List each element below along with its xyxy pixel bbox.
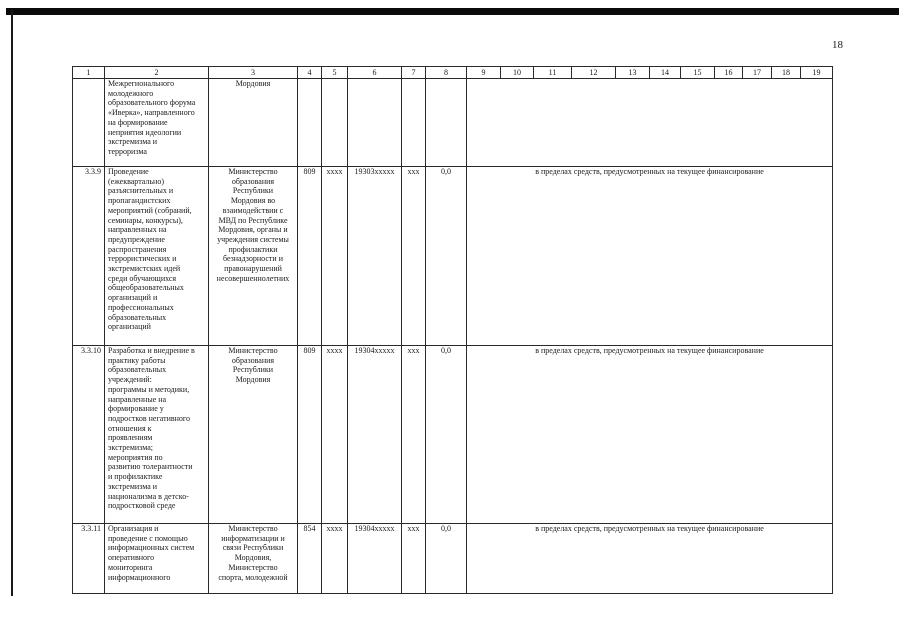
measure-name-line: экстремизма; xyxy=(108,443,153,453)
measure-executor-line: образования xyxy=(231,355,275,365)
expense-type-code xyxy=(402,79,426,167)
measure-name-line: информационных систем xyxy=(108,543,195,553)
measure-name-line: организаций xyxy=(108,322,151,332)
measure-name-line: подростков негативного xyxy=(108,413,190,423)
total-amount: 0,0 xyxy=(426,524,467,594)
funding-note: в пределах средств, предусмотренных на текущее финансирование xyxy=(467,167,833,346)
measure-name-line: Разработка и внедрение в xyxy=(108,346,195,355)
measure-name-line: экстремизма и xyxy=(108,137,158,147)
measure-name-line: практику работы xyxy=(108,355,166,365)
measure-executor-line: правонарушений xyxy=(224,264,282,274)
measure-executor xyxy=(209,79,298,167)
measure-executor xyxy=(209,346,298,524)
measure-name-line: пропагандистских xyxy=(108,196,171,206)
measure-name-line: Межрегионального xyxy=(108,79,175,88)
measure-executor-line: Министерство xyxy=(228,346,278,355)
column-number-2: 2 xyxy=(105,67,209,79)
measure-executor-line: Министерство xyxy=(228,167,278,176)
column-number-15: 15 xyxy=(681,67,715,79)
scan-top-border xyxy=(6,8,899,15)
measure-name-line: террористических и xyxy=(108,254,177,264)
column-number-6: 6 xyxy=(348,67,402,79)
column-number-14: 14 xyxy=(650,67,681,79)
measure-executor-line: образования xyxy=(231,176,275,186)
program-measures-table xyxy=(72,66,833,594)
expense-type-code: xxx xyxy=(402,346,426,524)
measure-executor-line: Республики xyxy=(232,186,274,196)
column-number-1: 1 xyxy=(73,67,105,79)
ministry-code: 854 xyxy=(298,524,322,594)
measure-name xyxy=(105,79,209,167)
column-number-3: 3 xyxy=(209,67,298,79)
measure-executor-line: профилактики xyxy=(228,244,278,254)
column-number-row xyxy=(73,67,833,79)
measure-name xyxy=(105,167,209,346)
funding-note: в пределах средств, предусмотренных на текущее финансирование xyxy=(467,346,833,524)
target-article-code: 19303xxxxx xyxy=(348,167,402,346)
funding-note xyxy=(467,79,833,167)
measure-name-line: проведение с помощью xyxy=(108,533,188,543)
measure-name-line: мероприятия по xyxy=(108,452,163,462)
measure-name-line: формирование у xyxy=(108,404,164,414)
column-number-10: 10 xyxy=(501,67,534,79)
target-article-code: 19304xxxxx xyxy=(348,524,402,594)
measure-name-line: молодежного xyxy=(108,88,154,98)
measure-executor-line: информатизации и xyxy=(221,533,285,543)
ministry-code: 809 xyxy=(298,346,322,524)
measure-name-line: экстремизма и xyxy=(108,481,158,491)
measure-name-line: развитию толерантности xyxy=(108,462,193,472)
measure-code: 3.3.10 xyxy=(73,346,105,524)
column-number-16: 16 xyxy=(715,67,743,79)
measure-executor-line: Республики xyxy=(232,365,274,375)
table-row xyxy=(73,167,833,346)
measure-executor-line: Мордовия xyxy=(235,79,271,88)
ministry-code xyxy=(298,79,322,167)
measure-name-line: образовательных xyxy=(108,312,167,322)
column-number-13: 13 xyxy=(616,67,650,79)
measure-name-line: семинары, конкурсы), xyxy=(108,215,183,225)
measure-executor-line: Мордовия xyxy=(235,375,271,385)
measure-name-line: общеобразовательных xyxy=(108,283,184,293)
column-number-4: 4 xyxy=(298,67,322,79)
measure-executor-line: Мордовия, xyxy=(234,553,272,563)
measure-name-line: направленные на xyxy=(108,394,167,404)
section-code xyxy=(322,79,348,167)
measure-name-line: Проведение xyxy=(108,167,149,176)
measure-name-line: мониторинга xyxy=(108,562,153,572)
measure-executor-line: Министерство xyxy=(228,524,278,533)
column-number-12: 12 xyxy=(572,67,616,79)
measure-executor-line: Мордовия во xyxy=(230,196,276,206)
measure-name-line: подростковой среде xyxy=(108,501,176,511)
measure-executor-line: Министерство xyxy=(228,562,278,572)
section-code: xxxx xyxy=(322,524,348,594)
measure-name-line: «Иверка», направленного xyxy=(108,108,195,118)
measure-code xyxy=(73,79,105,167)
total-amount xyxy=(426,79,467,167)
measure-name-line: на формирование xyxy=(108,117,168,127)
measure-executor-line: спорта, молодежной xyxy=(218,572,288,582)
column-number-17: 17 xyxy=(743,67,772,79)
measure-executor-line: несовершеннолетних xyxy=(216,273,290,283)
measure-name-line: программы и методики, xyxy=(108,384,190,394)
measure-name-line: образовательных xyxy=(108,365,167,375)
section-code: xxxx xyxy=(322,346,348,524)
column-number-9: 9 xyxy=(467,67,501,79)
measure-code: 3.3.11 xyxy=(73,524,105,594)
measure-name-line: (ежеквартально) xyxy=(108,176,164,186)
measure-name-line: образовательного форума xyxy=(108,98,196,108)
page-number: 18 xyxy=(832,39,843,51)
measure-executor-line: МВД по Республике xyxy=(218,215,288,225)
measure-name-line: национализма в детско- xyxy=(108,491,189,501)
measure-executor-line: безнадзорности и xyxy=(223,254,283,264)
section-code: xxxx xyxy=(322,167,348,346)
measure-code: 3.3.9 xyxy=(73,167,105,346)
measure-executor-line: взаимодействии с xyxy=(222,205,284,215)
measure-executor-line: учреждения системы xyxy=(217,234,289,244)
table-row xyxy=(73,79,833,167)
measure-name-line: предупреждение xyxy=(108,234,165,244)
measure-executor-line: связи Республики xyxy=(222,543,284,553)
measure-name-line: Организация и xyxy=(108,524,159,533)
column-number-5: 5 xyxy=(322,67,348,79)
measure-executor-line: Мордовия, органы и xyxy=(218,225,288,235)
measure-name-line: оперативного xyxy=(108,553,155,563)
measure-name xyxy=(105,524,209,594)
column-number-7: 7 xyxy=(402,67,426,79)
measure-name-line: экстремистских идей xyxy=(108,264,181,274)
page-bottom-margin xyxy=(0,596,905,639)
target-article-code xyxy=(348,79,402,167)
measure-name-line: учреждений: xyxy=(108,375,152,385)
target-article-code: 19304xxxxx xyxy=(348,346,402,524)
measure-executor xyxy=(209,524,298,594)
expense-type-code: xxx xyxy=(402,167,426,346)
measure-name-line: распространения xyxy=(108,244,167,254)
measure-name-line: и профилактике xyxy=(108,472,163,482)
funding-note: в пределах средств, предусмотренных на текущее финансирование xyxy=(467,524,833,594)
expense-type-code: xxx xyxy=(402,524,426,594)
measure-name xyxy=(105,346,209,524)
measure-name-line: мероприятий (собраний, xyxy=(108,205,192,215)
table-row xyxy=(73,524,833,594)
column-number-18: 18 xyxy=(772,67,801,79)
total-amount: 0,0 xyxy=(426,167,467,346)
measure-name-line: разъяснительных и xyxy=(108,186,174,196)
column-number-8: 8 xyxy=(426,67,467,79)
total-amount: 0,0 xyxy=(426,346,467,524)
scan-left-border xyxy=(11,10,13,639)
measure-name-line: профессиональных xyxy=(108,302,174,312)
measure-executor xyxy=(209,167,298,346)
measure-name-line: отношения к xyxy=(108,423,152,433)
column-number-19: 19 xyxy=(801,67,833,79)
measure-name-line: неприятия идеологии xyxy=(108,127,182,137)
measure-name-line: среди обучающихся xyxy=(108,273,177,283)
measure-name-line: организаций и xyxy=(108,293,158,303)
column-number-11: 11 xyxy=(534,67,572,79)
measure-name-line: информационного xyxy=(108,572,171,582)
measure-name-line: терроризма xyxy=(108,146,147,156)
measure-name-line: проявлениям xyxy=(108,433,153,443)
measure-name-line: направленных на xyxy=(108,225,167,235)
table-row xyxy=(73,346,833,524)
ministry-code: 809 xyxy=(298,167,322,346)
